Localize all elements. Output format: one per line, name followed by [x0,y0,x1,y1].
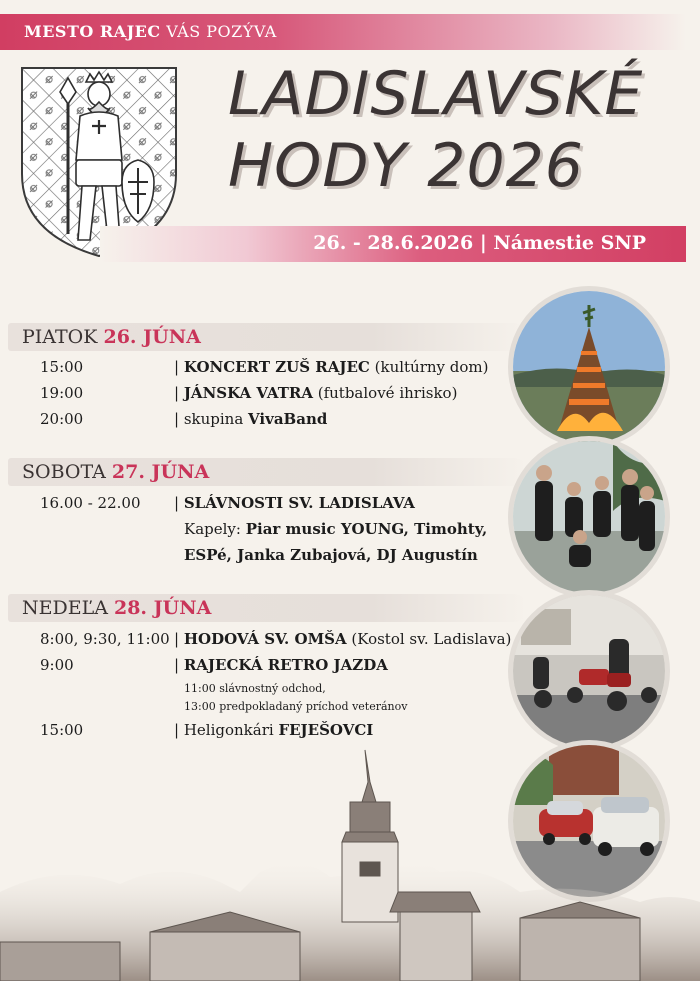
town-silhouette [0,742,700,981]
day-date: 28. JÚNA [113,597,212,619]
note-line: 11:00 slávnostný odchod, [184,682,326,695]
time: 8:00, 9:30, 11:00 [40,630,170,648]
event-name: VivaBand [248,410,328,428]
day-name: PIATOK [22,326,98,348]
event-name: RAJECKÁ RETRO JAZDA [183,656,388,674]
event-name: JÁNSKA VATRA [183,384,313,402]
event-place: (Kostol sv. Ladislava) [346,630,512,648]
time: 15:00 [40,721,84,739]
motorcycles-photo [508,590,670,752]
invites-text: VÁS POZÝVA [166,22,277,41]
time: 9:00 [40,656,74,674]
time: 15:00 [40,358,84,376]
bonfire-photo [508,286,670,448]
date-banner [100,226,686,262]
top-banner [0,14,686,50]
time: 19:00 [40,384,84,402]
bands: Piar music YOUNG, Timohty, [245,520,488,538]
event-name: FEJEŠOVCI [278,721,374,739]
bands: ESPé, Janka Zubajová, DJ Augustín [184,546,478,564]
bands-label: Kapely: [184,520,246,538]
note-line: 13:00 predpokladaný príchod veteránov [184,700,408,713]
event-name: SLÁVNOSTI SV. LADISLAVA [183,494,415,512]
day-header-sunday [8,594,528,622]
day-date: 27. JÚNA [111,461,210,483]
event-title [228,58,688,202]
event-place: (kultúrny dom) [369,358,489,376]
time: 16.00 - 22.00 [40,494,141,512]
title-line-2: HODY 2026 [228,131,584,201]
event-prefix: Heligonkári [183,721,279,739]
band-photo [508,436,670,598]
event-prefix: skupina [183,410,249,428]
title-line-1: LADISLAVSKÉ [228,59,644,129]
event-name: KONCERT ZUŠ RAJEC [183,358,370,376]
event-name: HODOVÁ SV. OMŠA [183,630,347,648]
day-date: 26. JÚNA [103,326,201,348]
time: 20:00 [40,410,84,428]
day-name: SOBOTA [22,461,106,483]
day-header-friday [8,323,528,351]
town-name: MESTO RAJEC [24,22,161,41]
date-place: 26. - 28.6.2026 | Námestie SNP [313,232,646,254]
header-text [24,22,277,41]
day-header-saturday [8,458,528,486]
event-place: (futbalové ihrisko) [312,384,458,402]
day-name: NEDEĽA [22,597,108,619]
